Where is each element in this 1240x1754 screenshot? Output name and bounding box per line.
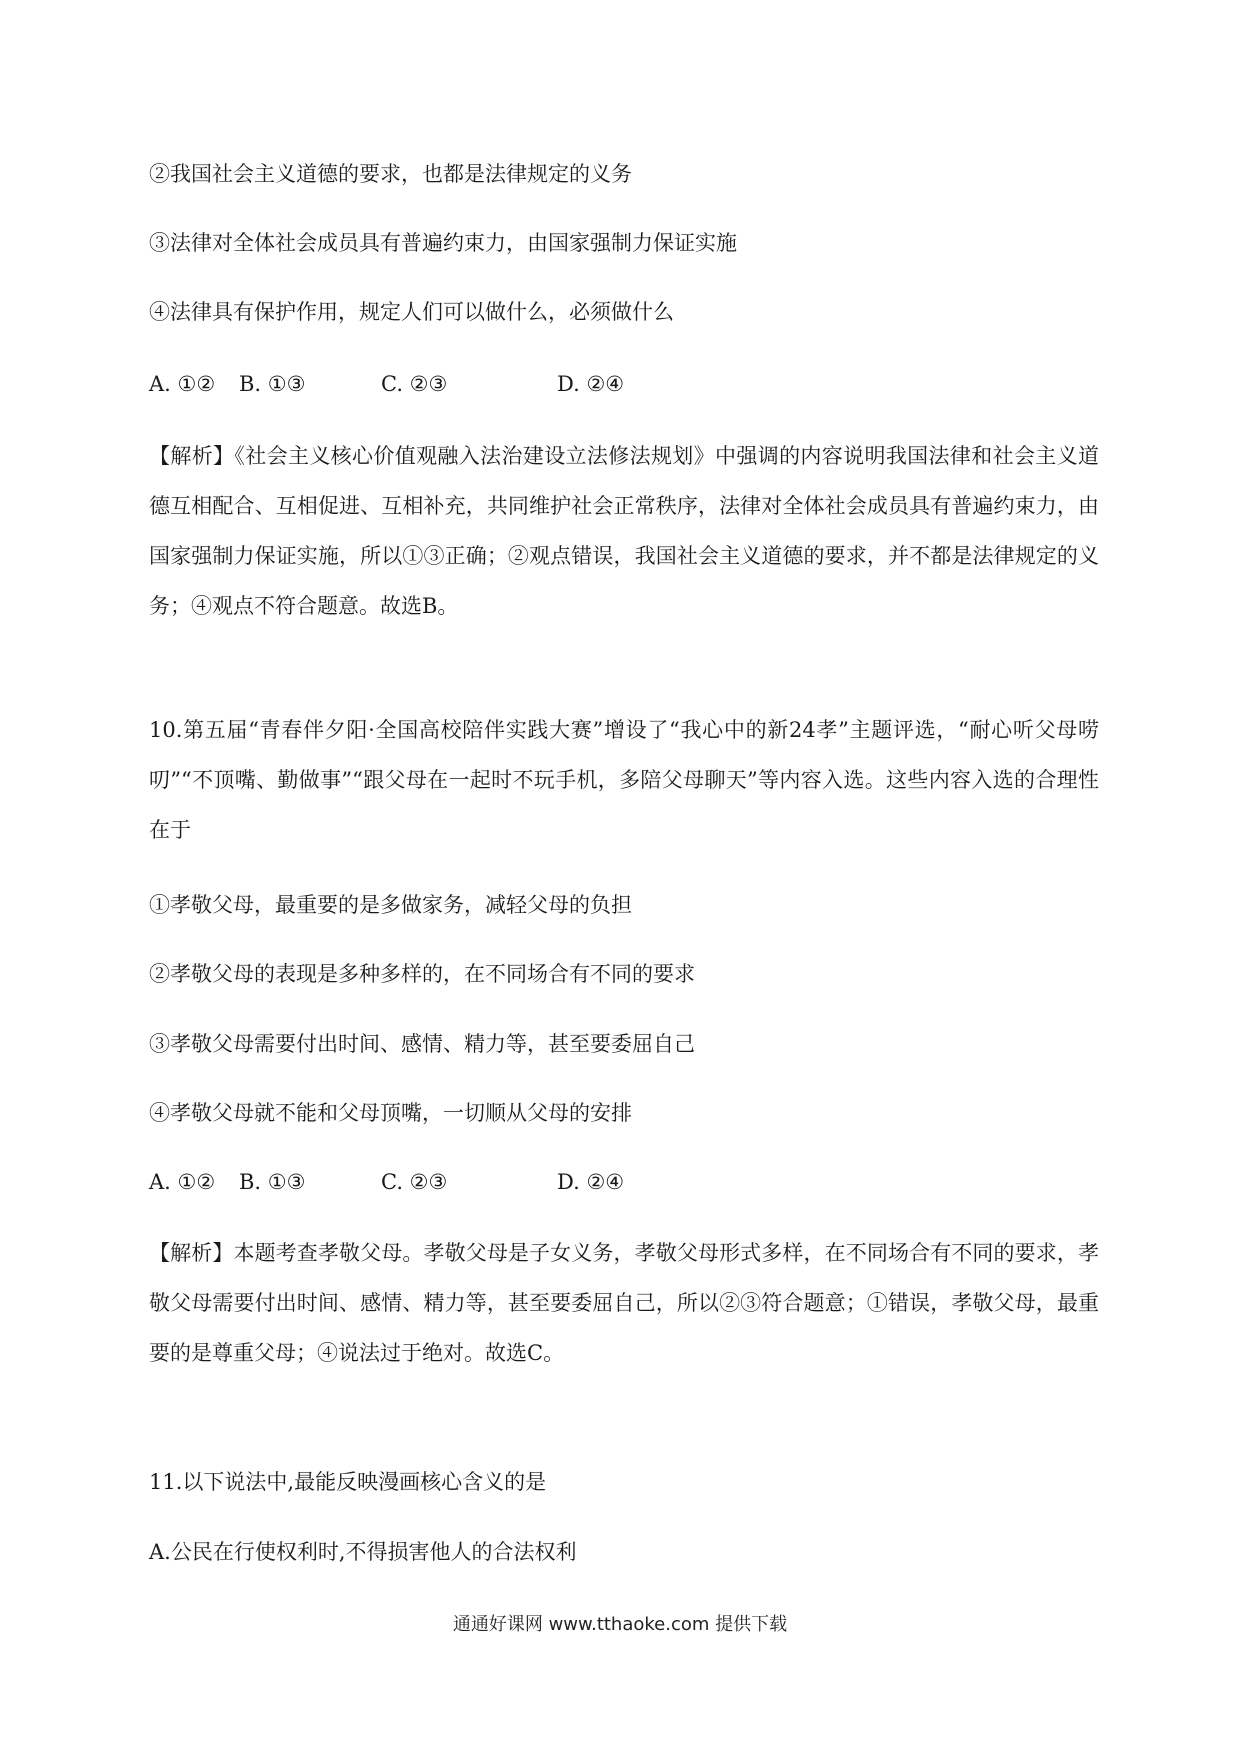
- q10-choice-d: D. ②④: [557, 1170, 625, 1194]
- q10-choice-c: C. ②③: [381, 1170, 448, 1194]
- q10-analysis: 【解析】本题考查孝敬父母。孝敬父母是子女义务，孝敬父母形式多样，在不同场合有不同的要求，孝敬父母需要付出时间、感情、精力等，甚至要委屈自己，所以②③符合题意；①错误，孝敬父母，最重要的是尊重父母；④说法过于绝对。故选C。: [149, 1241, 1099, 1365]
- q10-statement-4: ④孝敬父母就不能和父母顶嘴，一切顺从父母的安排: [149, 1101, 632, 1125]
- q10-choice-a: A. ①②: [149, 1170, 216, 1194]
- q9-statement-3: ③法律对全体社会成员具有普遍约束力，由国家强制力保证实施: [149, 231, 737, 255]
- q9-choice-c: C. ②③: [381, 372, 448, 396]
- q10-stem: 10.第五届“青春伴夕阳·全国高校陪伴实践大赛”增设了“我心中的新24孝”主题评选，“耐心听父母唠叨”“不顶嘴、勤做事”“跟父母在一起时不玩手机，多陪父母聊天”等内容入选。这些内容入选的合理性在于: [149, 718, 1099, 842]
- q10-statement-3: ③孝敬父母需要付出时间、感情、精力等，甚至要委屈自己: [149, 1032, 695, 1056]
- q9-statement-4: ④法律具有保护作用，规定人们可以做什么，必须做什么: [149, 300, 674, 324]
- page-footer: 通通好课网 www.tthaoke.com 提供下载: [452, 1614, 788, 1635]
- q10-choice-b: B. ①③: [239, 1170, 306, 1194]
- q11-stem: 11.以下说法中,最能反映漫画核心含义的是: [149, 1470, 547, 1494]
- q9-choice-d: D. ②④: [557, 372, 625, 396]
- q9-choice-a: A. ①②: [149, 372, 216, 396]
- q11-choice-a: A.公民在行使权利时,不得损害他人的合法权利: [149, 1540, 577, 1564]
- q9-choice-b: B. ①③: [239, 372, 306, 396]
- q10-statement-1: ①孝敬父母，最重要的是多做家务，减轻父母的负担: [149, 893, 632, 917]
- q9-analysis: 【解析】《社会主义核心价值观融入法治建设立法修法规划》中强调的内容说明我国法律和社会主义道德互相配合、互相促进、互相补充，共同维护社会正常秩序，法律对全体社会成员具有普遍约束力，由国家强制力保证实施，所以①③正确；②观点错误，我国社会主义道德的要求，并不都是法律规定的义务；④观点不符合题意。故选B。: [149, 444, 1099, 618]
- q9-statement-2: ②我国社会主义道德的要求，也都是法律规定的义务: [149, 162, 632, 186]
- q10-statement-2: ②孝敬父母的表现是多种多样的，在不同场合有不同的要求: [149, 962, 695, 986]
